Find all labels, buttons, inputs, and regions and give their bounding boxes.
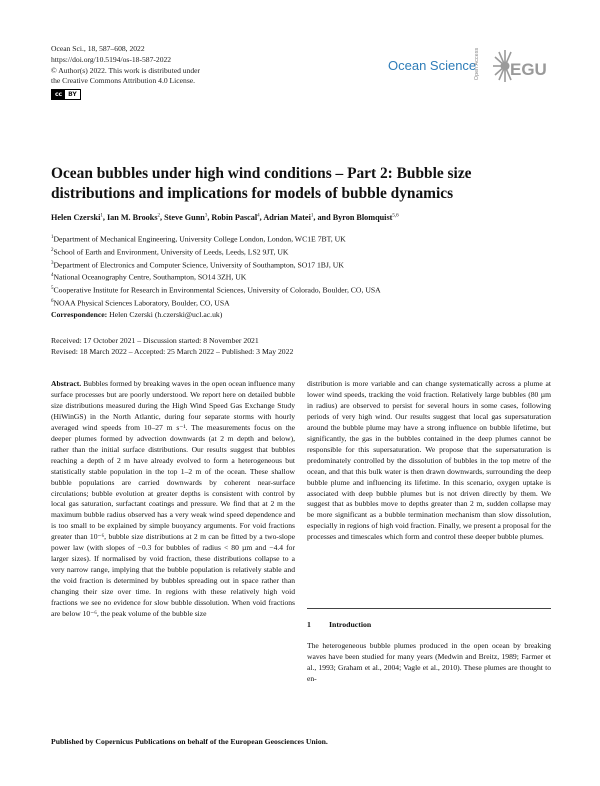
correspondence-label: Correspondence: bbox=[51, 310, 108, 319]
abstract-right-column bbox=[307, 379, 551, 543]
affiliation-text: Cooperative Institute for Research in Environmental Sciences, University of Colorado, Boulder, CO, USA bbox=[53, 285, 381, 295]
affiliation-item bbox=[51, 270, 561, 283]
egu-logo-icon[interactable] bbox=[490, 45, 548, 87]
affiliation-number: 6 bbox=[51, 298, 54, 304]
author-affiliation-marker: 3 bbox=[204, 213, 208, 219]
author-separator: , bbox=[259, 213, 264, 222]
journal-name-logo[interactable]: Ocean Science bbox=[388, 58, 477, 73]
paper-title-line-2: distributions and implications for models of bubble dynamics bbox=[51, 185, 454, 202]
license-notice: the Creative Commons Attribution 4.0 License. bbox=[51, 76, 196, 86]
author-affiliation-marker: 2 bbox=[157, 213, 161, 219]
affiliation-item bbox=[51, 296, 561, 309]
author-list bbox=[51, 213, 561, 222]
affiliation-number: 4 bbox=[51, 273, 54, 279]
correspondence bbox=[51, 310, 222, 319]
affiliation-item bbox=[51, 283, 561, 296]
section-heading-introduction bbox=[307, 620, 371, 629]
egu-wordmark: EGU bbox=[510, 60, 547, 79]
author-separator: , bbox=[207, 213, 212, 222]
abstract-text-right: distribution is more variable and can change systematically across a plume at lower wind speeds, tracking the void fraction. Relatively large bubbles (80 µm in radius) are observed to persist for several hours in some cases, following periods of very high wind. Our results suggest that local gas supersaturation around the bubble plume may have a strong influence on bubble lifetime, but significantly, the gas in the bubbles contained in the deep plumes cannot be responsible for this supersaturation. We propose that the supersaturation is predominately controlled by the dissolution of bubbles in the top metre of the ocean, and that this bulk water is then drawn downwards, surrounding the deep bubble plume and influencing its lifetime. In this scenario, oxygen uptake is associated with deep bubble plumes but is not driven directly by them. We suggest that as bubbles move to depths greater than 2 m, sudden collapse may be more significant as a bubble termination mechanism than slow dissolution, especially in regions of high void fraction. Finally, we present a proposal for the processes and timescales which form and control these deeper bubble plumes. bbox=[307, 379, 551, 542]
affiliation-number: 2 bbox=[51, 247, 54, 253]
cc-badge-right: BY bbox=[68, 91, 77, 99]
abstract-label: Abstract. bbox=[51, 379, 82, 388]
affiliation-number: 5 bbox=[51, 286, 54, 292]
author-name[interactable]: Ian M. Brooks bbox=[106, 213, 158, 222]
affiliation-item bbox=[51, 258, 561, 271]
author-separator: , bbox=[160, 213, 165, 222]
cc-badge-left: cc bbox=[52, 90, 65, 99]
affiliation-text: National Oceanography Centre, Southampton, SO14 3ZH, UK bbox=[53, 272, 247, 282]
section-number: 1 bbox=[307, 620, 311, 629]
author-separator: , bbox=[102, 213, 107, 222]
author-name[interactable]: Robin Pascal bbox=[211, 213, 258, 222]
author-separator: , and bbox=[313, 213, 333, 222]
introduction-text: The heterogeneous bubble plumes produced in the open ocean by breaking waves have been studied for many years (Medwin and Breitz, 1989; Farmer et al., 1993; Graham et al., 2004; Vagle et al., 2010). These plumes are thought to en- bbox=[307, 641, 551, 683]
correspondence-contact[interactable]: Helen Czerski (h.czerski@ucl.ac.uk) bbox=[109, 310, 223, 319]
open-access-text: Open Access bbox=[474, 47, 481, 81]
affiliation-text: Department of Electronics and Computer Science, University of Southampton, SO17 1BJ, UK bbox=[53, 260, 344, 270]
affiliation-text: School of Earth and Environment, University of Leeds, Leeds, LS2 9JT, UK bbox=[53, 247, 289, 257]
affiliation-text: Department of Mechanical Engineering, University College London, London, WC1E 7BT, UK bbox=[53, 234, 346, 244]
affiliation-item bbox=[51, 232, 561, 245]
section-divider bbox=[307, 608, 551, 609]
author-affiliation-marker: 1 bbox=[100, 213, 103, 219]
author-affiliation-marker: 5,6 bbox=[392, 213, 399, 219]
affiliation-number: 3 bbox=[51, 260, 54, 266]
affiliation-list bbox=[51, 232, 561, 309]
paper-title bbox=[51, 164, 551, 204]
affiliation-item bbox=[51, 245, 561, 258]
cc-by-license-badge[interactable] bbox=[51, 89, 81, 100]
author-affiliation-marker: 1 bbox=[310, 213, 314, 219]
abstract-text-left: Bubbles formed by breaking waves in the open ocean influence many surface processes but are poorly understood. We report here on detailed bubble size distributions measured during the High Wind Speed Gas Exchange Study (HiWinGS) in the North Atlantic, during four separate storms with hourly averaged wind speeds from 10–27 m s⁻¹. The measurements focus on the deeper plumes formed by advection downwards (at 2 m depth and below), rather than the initial surface distributions. Our results suggest that bubbles reaching a depth of 2 m have already evolved to form a heterogeneous but statistically stable population in the top 1–2 m of the ocean. These shallow bubble populations are carried downwards by coherent near-surface circulations; bubble evolution at greater depths is consistent with control by local gas saturation, surfactant coatings and pressure. We find that at 2 m the maximum bubble radius observed has a very weak wind speed dependence and is too small to be explained by simple buoyancy arguments. For void fractions greater than 10⁻⁶, bubble size distributions at 2 m can be fitted by a two-slope power law (with slopes of −0.3 for bubbles of radius < 80 µm and −4.4 for larger sizes). If normalised by void fraction, these distributions collapse to a very narrow range, implying that the bubble population is relatively stable and the void fraction is determined by bubbles spreading out in space rather than changing their size over time. In regions with these relatively high void fractions we see no evidence for slow bubble dissolution. When void fractions are below 10⁻⁶, the peak volume of the bubble size bbox=[51, 379, 295, 619]
section-title: Introduction bbox=[328, 620, 372, 629]
affiliation-text: NOAA Physical Sciences Laboratory, Boulder, CO, USA bbox=[53, 298, 230, 308]
publisher-footer: Published by Copernicus Publications on behalf of the European Geosciences Union. bbox=[51, 737, 328, 746]
affiliation-number: 1 bbox=[51, 235, 54, 240]
dates-revised: Revised: 18 March 2022 – Accepted: 25 March 2022 – Published: 3 May 2022 bbox=[51, 347, 294, 356]
journal-reference: Ocean Sci., 18, 587–608, 2022 bbox=[51, 44, 145, 53]
article-metadata bbox=[51, 44, 301, 100]
copyright-notice: © Author(s) 2022. This work is distributed under bbox=[51, 65, 201, 75]
author-name[interactable]: Adrian Matei bbox=[263, 213, 311, 222]
abstract-left-column bbox=[51, 379, 295, 620]
author-name[interactable]: Helen Czerski bbox=[51, 213, 101, 222]
egu-sunburst-icon bbox=[493, 50, 511, 82]
publication-history bbox=[51, 335, 293, 357]
open-access-label bbox=[476, 46, 486, 86]
dates-received: Received: 17 October 2021 – Discussion started: 8 November 2021 bbox=[51, 336, 259, 345]
author-affiliation-marker: 4 bbox=[257, 213, 260, 219]
doi-link[interactable]: https://doi.org/10.5194/os-18-587-2022 bbox=[51, 54, 172, 64]
author-name[interactable]: Steve Gunn bbox=[164, 213, 205, 222]
author-name[interactable]: Byron Blomquist bbox=[332, 213, 393, 222]
paper-title-line-1: Ocean bubbles under high wind conditions – Part 2: Bubble size bbox=[51, 165, 472, 182]
